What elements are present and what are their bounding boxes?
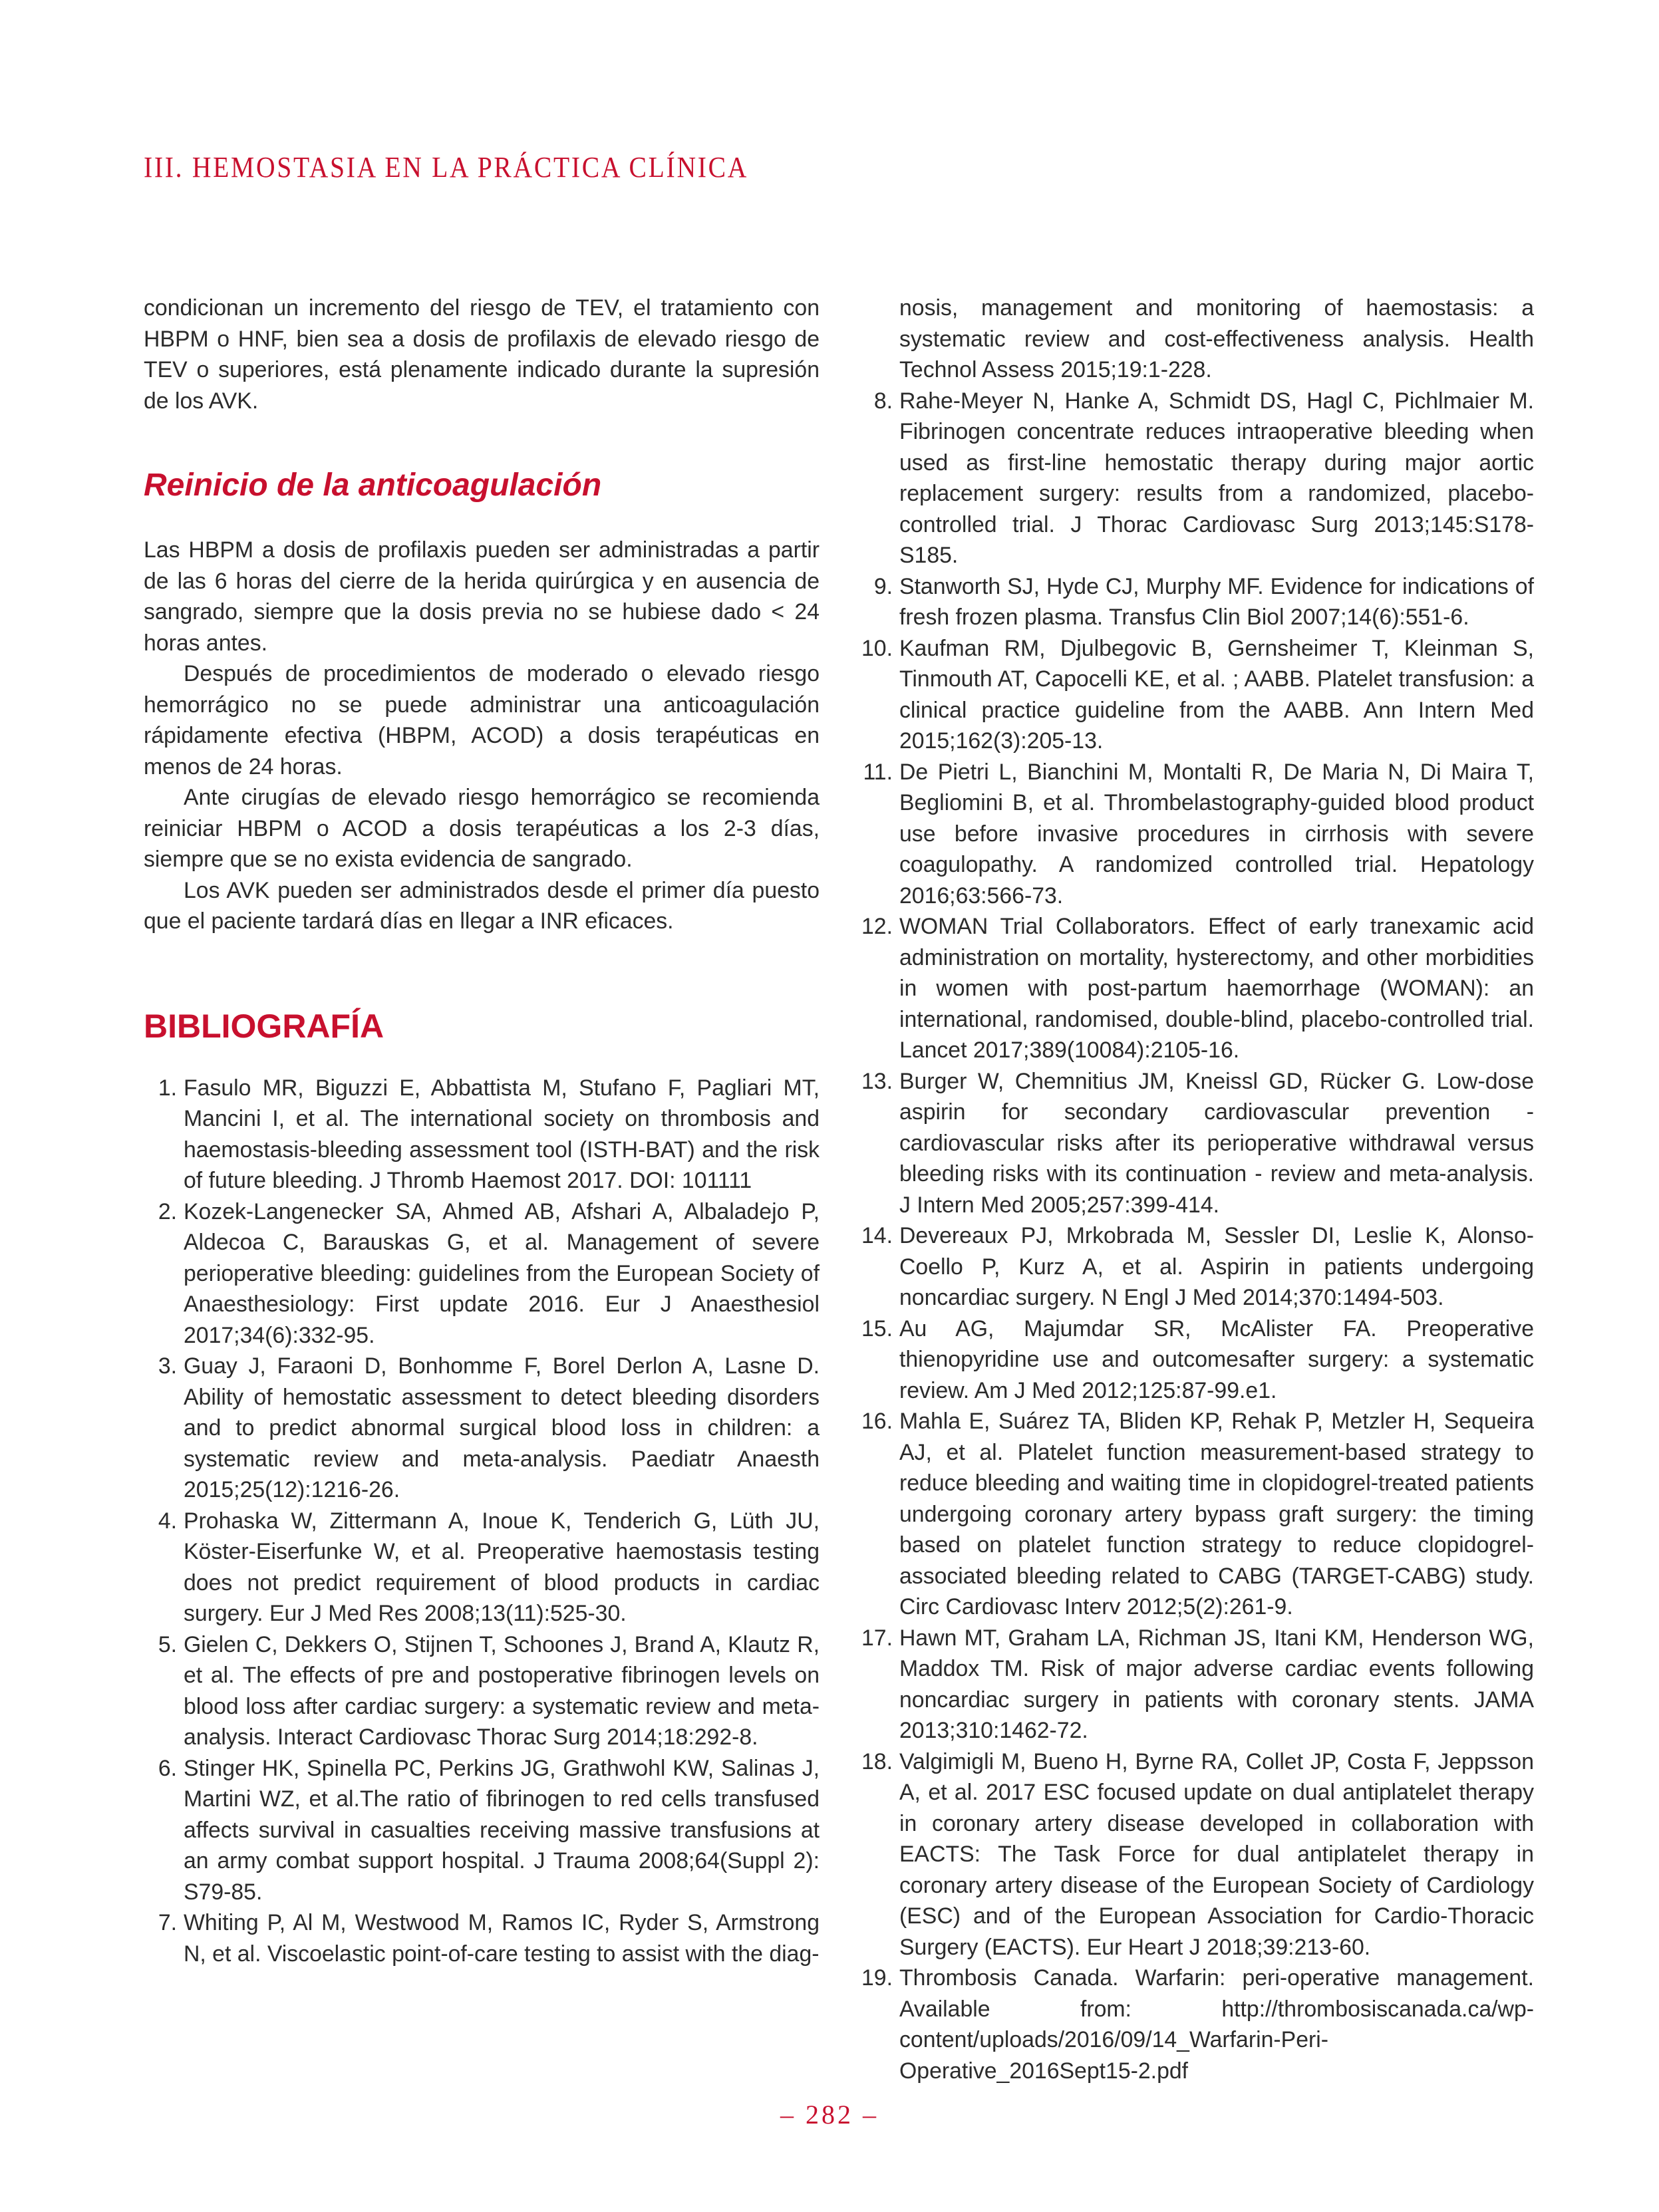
reference-number: 10. xyxy=(861,635,893,661)
reference-number: 4. xyxy=(158,1508,177,1534)
reference-item xyxy=(144,1907,820,1969)
reference-text: Hawn MT, Graham LA, Richman JS, Itani KM, Henderson WG, Maddox TM. Risk of major adverse cardiac events following noncardiac surgery in patients with coronary stents. JAMA 2013;310:1462-72. xyxy=(899,1625,1534,1743)
reference-number: 2. xyxy=(158,1198,177,1224)
reference-item xyxy=(859,386,1534,571)
reference-text: Thrombosis Canada. Warfarin: peri-operative management. Available from: http://thrombosiscanada.ca/wp-content/uploads/2016/09/14_Warfarin-Peri-Operative_2016Sept15-2.pdf xyxy=(899,1965,1534,2084)
reference-item-continued xyxy=(859,293,1534,386)
reference-item xyxy=(859,1623,1534,1746)
reference-number: 18. xyxy=(861,1748,893,1774)
reference-text: Stinger HK, Spinella PC, Perkins JG, Grathwohl KW, Salinas J, Martini WZ, et al.The ratio of fibrinogen to red cells transfused affects survival in casualties receiving massive transfusions at an army combat support hospital. J Trauma 2008;64(Suppl 2): S79-85. xyxy=(184,1755,820,1905)
reference-text: Guay J, Faraoni D, Bonhomme F, Borel Derlon A, Lasne D. Ability of hemostatic assessment to detect bleeding disorders and to predict abnormal surgical blood loss in children: a systematic review and meta-analysis. Paediatr Anaesth 2015;25(12):1216-26. xyxy=(184,1353,820,1502)
reference-text: Whiting P, Al M, Westwood M, Ramos IC, Ryder S, Armstrong N, et al. Viscoelastic point-of-care testing to assist with the diag- xyxy=(184,1910,820,1967)
reference-text: Devereaux PJ, Mrkobrada M, Sessler DI, Leslie K, Alonso-Coello P, Kurz A, et al. Aspirin in patients undergoing noncardiac surgery. N Engl J Med 2014;370:1494-503. xyxy=(899,1223,1534,1310)
reference-number: 19. xyxy=(861,1965,893,1991)
bibliography-title: BIBLIOGRAFÍA xyxy=(144,1007,384,1045)
reference-number: 14. xyxy=(861,1223,893,1248)
reference-item xyxy=(144,1753,820,1908)
reference-text: Kozek-Langenecker SA, Ahmed AB, Afshari A, Albaladejo P, Aldecoa C, Barauskas G, et al. Management of severe perioperative bleeding: guidelines from the European Society of Anaesthesiology: First update 2016. Eur J Anaesthesiol 2017;34(6):332-95. xyxy=(184,1198,820,1348)
reference-item xyxy=(144,1073,820,1196)
reference-text: Valgimigli M, Bueno H, Byrne RA, Collet JP, Costa F, Jeppsson A, et al. 2017 ESC focused update on dual antiplatelet therapy in coronary artery disease developed in collaboration with EACTS: The Task Force for dual antiplatelet therapy in coronary artery disease of the European Society of Cardiology (ESC) and of the European Association for Cardio-Thoracic Surgery (EACTS). Eur Heart J 2018;39:213-60. xyxy=(899,1748,1534,1960)
reference-item xyxy=(859,757,1534,912)
reference-text: Mahla E, Suárez TA, Bliden KP, Rehak P, Metzler H, Sequeira AJ, et al. Platelet function measurement-based strategy to reduce bleeding and waiting time in clopidogrel-treated patients undergoing coronary artery bypass graft surgery: the timing based on platelet function strategy to reduce clopidogrel-associated bleeding related to CABG (TARGET-CABG) study. Circ Cardiovasc Interv 2012;5(2):261-9. xyxy=(899,1409,1534,1619)
reference-text: Rahe-Meyer N, Hanke A, Schmidt DS, Hagl C, Pichlmaier M. Fibrinogen concentrate reduces intraoperative bleeding when used as first-line hemostatic therapy during major aortic replacement surgery: results from a randomized, placebo-controlled trial. J Thorac Cardiovasc Surg 2013;145:S178-S185. xyxy=(899,388,1534,568)
reference-item xyxy=(144,1506,820,1629)
reference-number: 17. xyxy=(861,1625,893,1651)
reference-item xyxy=(144,1629,820,1753)
left-column xyxy=(144,293,820,1969)
reference-item xyxy=(859,1746,1534,1963)
reference-item xyxy=(859,633,1534,757)
reference-item xyxy=(144,1351,820,1506)
reference-number: 6. xyxy=(158,1755,177,1781)
reference-number: 15. xyxy=(861,1315,893,1341)
reference-text: Fasulo MR, Biguzzi E, Abbattista M, Stufano F, Pagliari MT, Mancini I, et al. The international society on thrombosis and haemostasis-bleeding assessment tool (ISTH-BAT) and the risk of future bleeding. J Thromb Haemost 2017. DOI: 101111 xyxy=(184,1075,820,1193)
reference-text: Au AG, Majumdar SR, McAlister FA. Preoperative thienopyridine use and outcomesafter surgery: a systematic review. Am J Med 2012;125:87-99.e1. xyxy=(899,1315,1534,1403)
reference-text: Stanworth SJ, Hyde CJ, Murphy MF. Evidence for indications of fresh frozen plasma. Transfus Clin Biol 2007;14(6):551-6. xyxy=(899,573,1534,630)
reference-number: 5. xyxy=(158,1631,177,1657)
body-paragraph: Las HBPM a dosis de profilaxis pueden ser administradas a partir de las 6 horas del cierre de la herida quirúrgica y en ausencia de sangrado, siempre que la dosis previa no se hubiese dado < 24 horas antes. xyxy=(144,537,820,656)
body-paragraph: Después de procedimientos de moderado o elevado riesgo hemorrágico no se puede administrar una anticoagulación rápidamente efectiva (HBPM, ACOD) a dosis terapéuticas en menos de 24 horas. xyxy=(144,661,820,779)
reference-text: WOMAN Trial Collaborators. Effect of early tranexamic acid administration on mortality, hysterectomy, and other morbidities in women with post-partum haemorrhage (WOMAN): an international, randomised, double-blind, placebo-controlled trial. Lancet 2017;389(10084):2105-16. xyxy=(899,914,1534,1063)
running-title: III. HEMOSTASIA EN LA PRÁCTICA CLÍNICA xyxy=(144,151,749,184)
reference-number: 9. xyxy=(873,573,893,599)
reference-text: Burger W, Chemnitius JM, Kneissl GD, Rücker G. Low-dose aspirin for secondary cardiovascular prevention - cardiovascular risks after its perioperative withdrawal versus bleeding risks with its continuation - review and meta-analysis. J Intern Med 2005;257:399-414. xyxy=(899,1068,1534,1218)
reference-number: 13. xyxy=(861,1068,893,1094)
reference-text: nosis, management and monitoring of haemostasis: a systematic review and cost-effectiveness analysis. Health Technol Assess 2015;19:1-228. xyxy=(899,295,1534,382)
reference-text: De Pietri L, Bianchini M, Montalti R, De Maria N, Di Maira T, Begliomini B, et al. Thrombelastography-guided blood product use before invasive procedures in cirrhosis with severe coagulopathy. A randomized controlled trial. Hepatology 2016;63:566-73. xyxy=(899,759,1534,908)
reference-item xyxy=(144,1196,820,1351)
reference-number: 12. xyxy=(861,914,893,939)
body-paragraph: Ante cirugías de elevado riesgo hemorrágico se recomienda reiniciar HBPM o ACOD a dosis terapéuticas a los 2-3 días, siempre que se no exista evidencia de sangrado. xyxy=(144,785,820,872)
reference-number: 8. xyxy=(873,388,893,414)
section-title-reinicio: Reinicio de la anticoagulación xyxy=(144,468,602,503)
reference-number: 7. xyxy=(158,1910,177,1935)
reference-number: 11. xyxy=(863,759,893,785)
reference-number: 1. xyxy=(158,1075,177,1101)
reference-text: Prohaska W, Zittermann A, Inoue K, Tenderich G, Lüth JU, Köster-Eiserfunke W, et al. Preoperative haemostasis testing does not predict requirement of blood products in cardiac surgery. Eur J Med Res 2008;13(11):525-30. xyxy=(184,1508,820,1626)
reference-number: 3. xyxy=(158,1353,177,1379)
reference-item xyxy=(859,1066,1534,1221)
reference-list-right xyxy=(859,293,1534,2086)
right-column xyxy=(859,293,1534,2086)
reference-number: 16. xyxy=(861,1409,893,1434)
reference-item xyxy=(859,1220,1534,1313)
reference-text: Kaufman RM, Djulbegovic B, Gernsheimer T, Kleinman S, Tinmouth AT, Capocelli KE, et al. ; AABB. Platelet transfusion: a clinical practice guideline from the AABB. Ann Intern Med 2015;162(3):205-13. xyxy=(899,635,1534,754)
reference-item xyxy=(859,1313,1534,1407)
reference-item xyxy=(859,911,1534,1066)
reference-item xyxy=(859,1963,1534,2086)
reference-item xyxy=(859,1406,1534,1623)
reference-item xyxy=(859,571,1534,633)
reference-text: Gielen C, Dekkers O, Stijnen T, Schoones J, Brand A, Klautz R, et al. The effects of pre and postoperative fibrinogen levels on blood loss after cardiac surgery: a systematic review and meta-analysis. Interact Cardiovasc Thorac Surg 2014;18:292-8. xyxy=(184,1631,820,1750)
page-number: – 282 – xyxy=(780,2100,879,2130)
body-paragraph: Los AVK pueden ser administrados desde el primer día puesto que el paciente tardará días en llegar a INR eficaces. xyxy=(144,877,820,934)
reference-list-left xyxy=(144,1073,820,1970)
intro-paragraph: condicionan un incremento del riesgo de TEV, el tratamiento con HBPM o HNF, bien sea a dosis de profilaxis de elevado riesgo de TEV o superiores, está plenamente indicado durante la supresión de los AVK. xyxy=(144,295,820,414)
